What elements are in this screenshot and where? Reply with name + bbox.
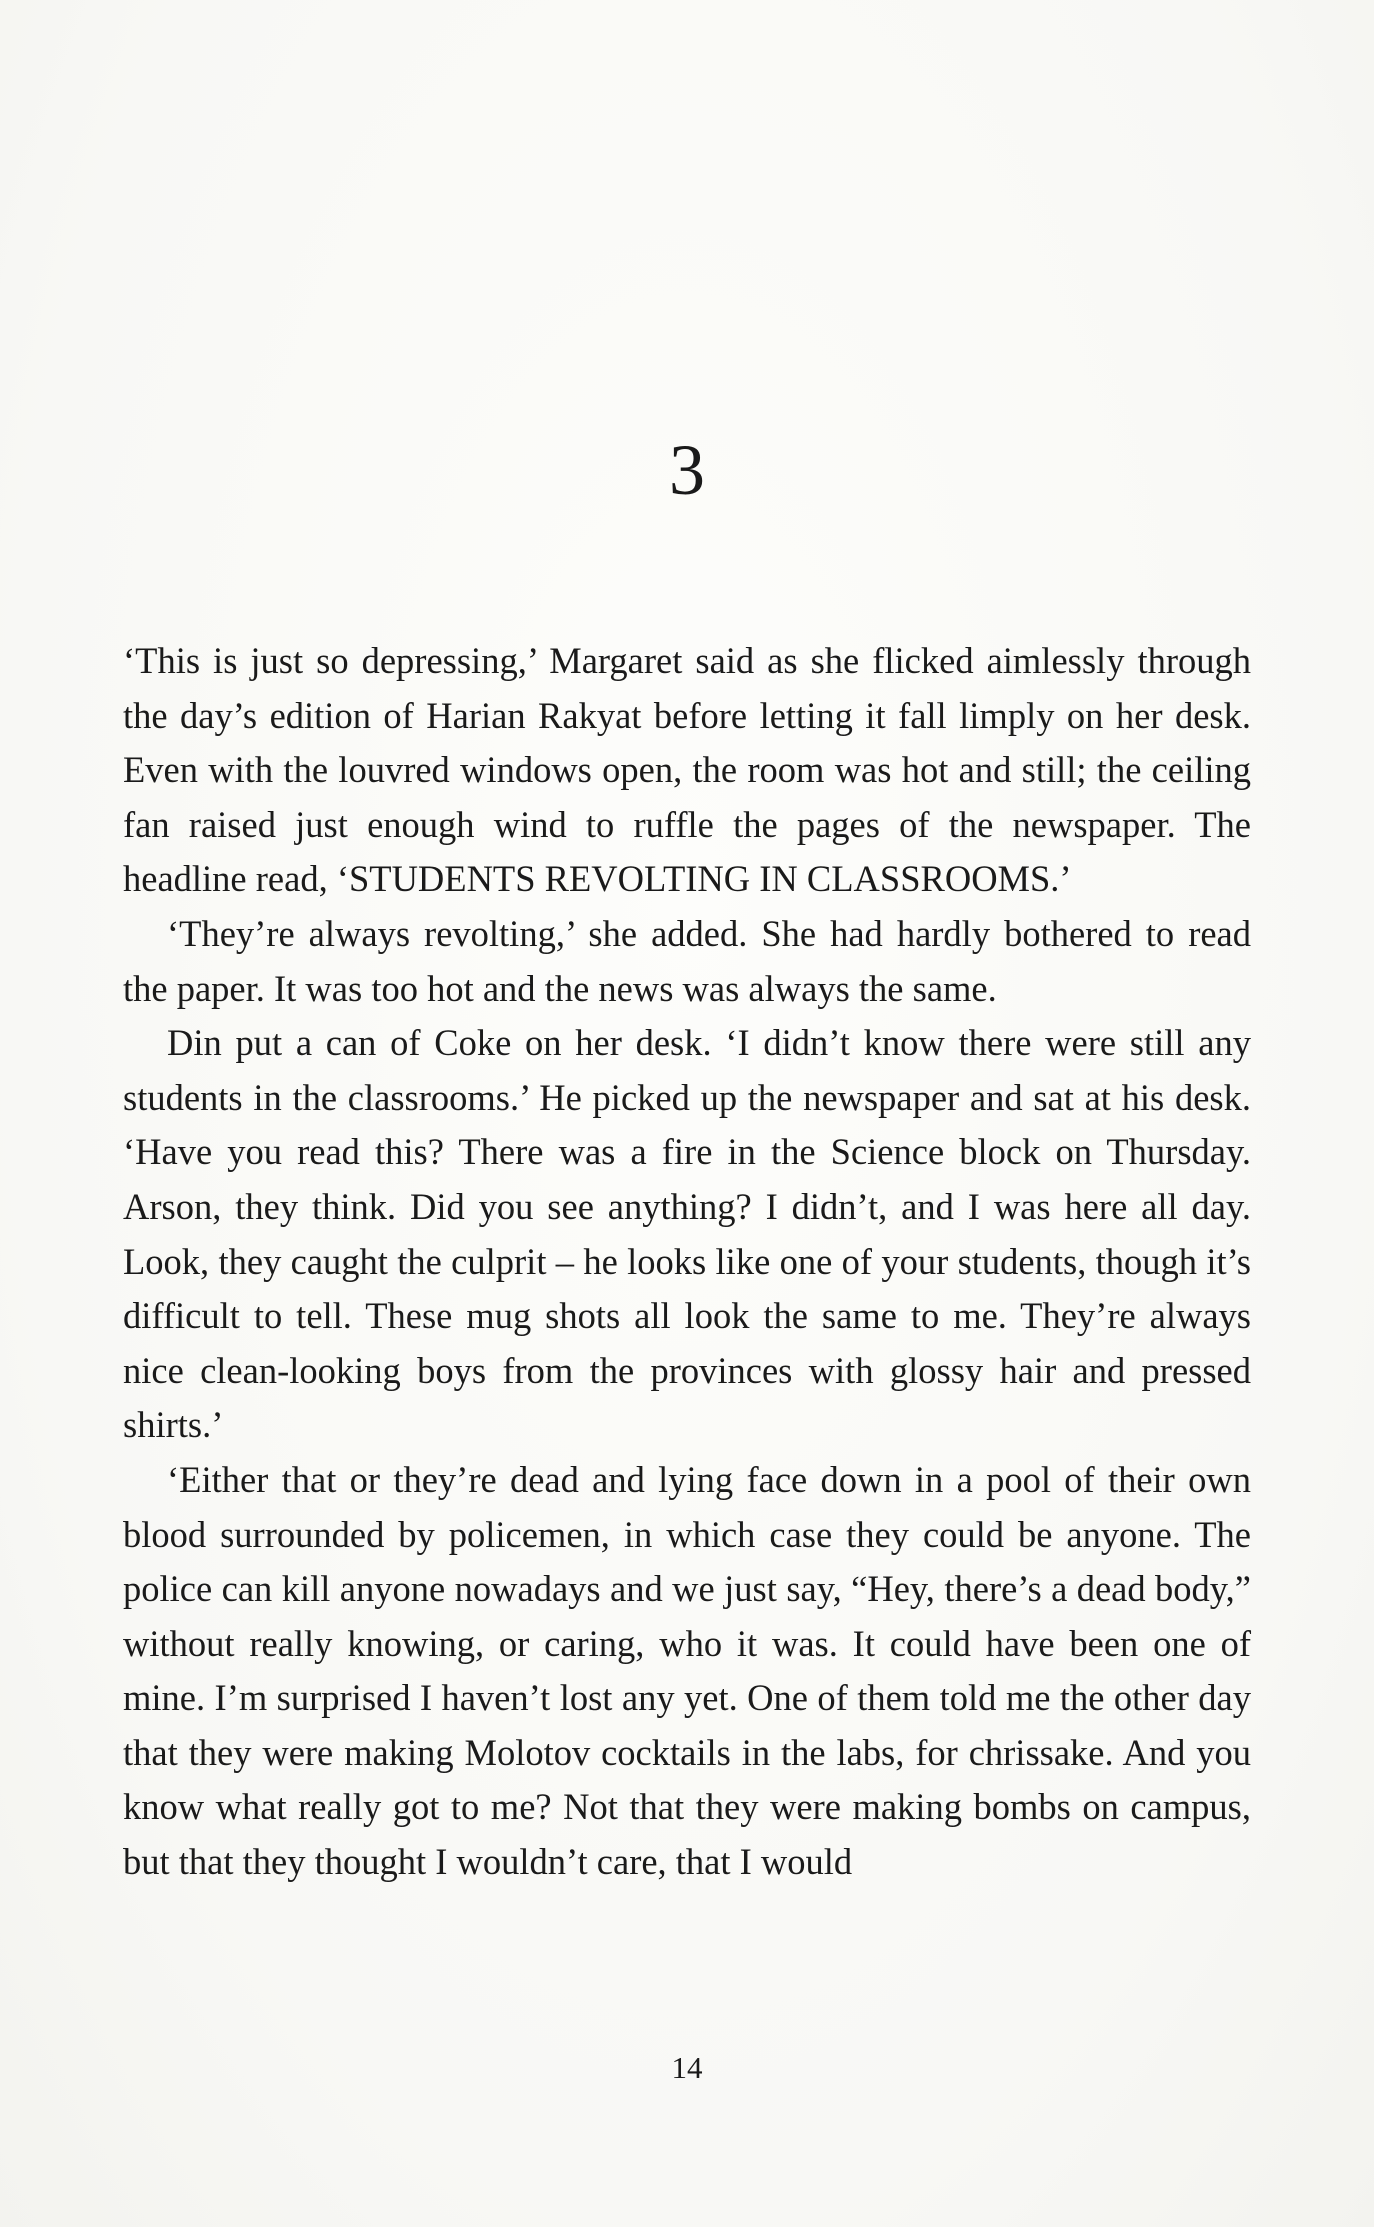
paragraph: ‘This is just so depressing,’ Margaret said as she flicked aimlessly through the day’s edition of Harian Rakyat before letting it fall limply on her desk. Even with the louvred windows open, the room was hot and still; the ceiling fan raised just enough wind to ruffle the pages of the newspaper. The headline read, ‘STUDENTS REVOLTING IN CLASSROOMS.’	[123, 640, 1251, 900]
paragraph: ‘Either that or they’re dead and lying face down in a pool of their own blood surrounded by policemen, in which case they could be anyone. The police can kill anyone nowadays and we just say, “Hey, there’s a dead body,” without really knowing, or caring, who it was. It could have been one of mine. I’m surprised I haven’t lost any yet. One of them told me the other day that they were making Molotov cocktails in the labs, for chrissake. And you know what really got to me? Not that they were making bombs on campus, but that they thought I wouldn’t care, that I would	[123, 1458, 1251, 1883]
paragraph: ‘They’re always revolting,’ she added. She had hardly bothered to read the paper. It was too hot and the news was always the same.	[123, 912, 1251, 1009]
paragraph: Din put a can of Coke on her desk. ‘I didn’t know there were still any students in the classrooms.’ He picked up the newspaper and sat at his desk. ‘Have you read this? There was a fire in the Science block on Thursday. Arson, they think. Did you see anything? I didn’t, and I was here all day. Look, they caught the culprit – he looks like one of your students, though it’s difficult to tell. These mug shots all look the same to me. They’re always nice clean-looking boys from the provinces with glossy hair and pressed shirts.’	[123, 1022, 1251, 1446]
page-number: 14	[671, 2050, 703, 2085]
body-text	[123, 634, 1251, 1890]
chapter-number: 3	[669, 430, 705, 510]
